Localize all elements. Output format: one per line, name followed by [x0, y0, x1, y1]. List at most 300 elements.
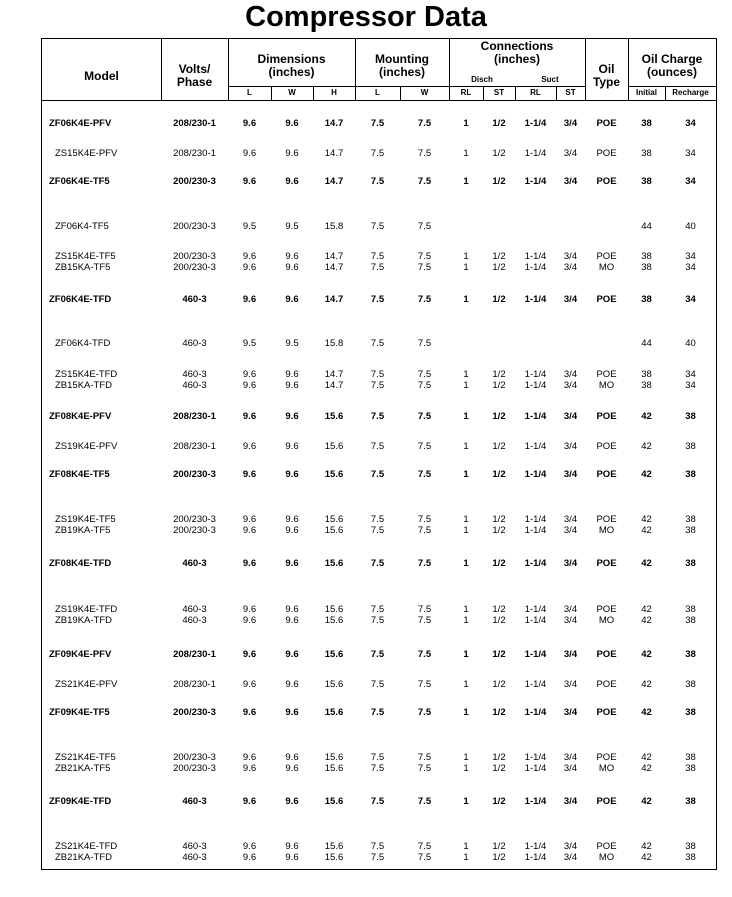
cell-l: 9.5 — [242, 221, 257, 232]
cell-sst: 3/4 — [563, 707, 578, 718]
cell-srl: 1-1/4 — [524, 615, 547, 626]
cell-dst: 1/2 — [492, 469, 506, 480]
cell-oil: MO — [598, 763, 615, 774]
cell-sst: 3/4 — [563, 294, 578, 305]
cell-srl: 1-1/4 — [524, 262, 547, 273]
cell-l: 9.6 — [242, 679, 257, 690]
cell-sst: 3/4 — [563, 262, 578, 273]
cell-oil: POE — [596, 148, 617, 159]
cell-init: 44 — [641, 221, 652, 232]
cell-volts: 460-3 — [182, 338, 207, 349]
cell-oil: POE — [596, 251, 617, 262]
cell-init: 42 — [641, 763, 652, 774]
cell-dst: 1/2 — [492, 558, 506, 569]
cell-rech: 38 — [685, 615, 696, 626]
cell-drl: 1 — [463, 380, 469, 391]
cell-model: ZS21K4E-TFD — [55, 841, 118, 852]
header-dim-l: L — [247, 88, 252, 97]
cell-drl: 1 — [463, 514, 469, 525]
cell-srl: 1-1/4 — [524, 251, 547, 262]
cell-h: 15.6 — [324, 752, 344, 763]
cell-oil: POE — [596, 176, 617, 187]
cell-model: ZB21KA-TFD — [55, 852, 113, 863]
cell-h: 14.7 — [324, 294, 344, 305]
cell-model: ZB19KA-TFD — [55, 615, 113, 626]
cell-volts: 200/230-3 — [173, 525, 216, 536]
cell-mw: 7.5 — [417, 294, 432, 305]
cell-mw: 7.5 — [417, 369, 432, 380]
cell-oil: MO — [598, 615, 615, 626]
cell-drl: 1 — [463, 176, 469, 187]
cell-drl: 1 — [463, 294, 469, 305]
cell-dst: 1/2 — [492, 380, 506, 391]
cell-l: 9.6 — [242, 262, 257, 273]
cell-w: 9.6 — [285, 411, 299, 422]
cell-mw: 7.5 — [417, 604, 432, 615]
cell-oil: POE — [596, 796, 617, 807]
cell-rech: 38 — [685, 411, 696, 422]
cell-volts: 208/230-1 — [173, 679, 216, 690]
cell-oil: POE — [596, 514, 617, 525]
cell-drl: 1 — [463, 679, 469, 690]
cell-rech: 38 — [685, 752, 696, 763]
cell-init: 42 — [641, 558, 652, 569]
cell-drl: 1 — [463, 469, 469, 480]
cell-volts: 208/230-1 — [173, 411, 216, 422]
cell-dst: 1/2 — [492, 752, 506, 763]
cell-ml: 7.5 — [370, 369, 385, 380]
cell-ml: 7.5 — [370, 763, 385, 774]
cell-oil: POE — [596, 411, 617, 422]
cell-sst: 3/4 — [563, 148, 578, 159]
cell-l: 9.6 — [242, 148, 257, 159]
cell-oil: POE — [596, 369, 617, 380]
cell-h: 15.6 — [324, 796, 344, 807]
cell-w: 9.6 — [285, 469, 299, 480]
cell-l: 9.6 — [242, 707, 257, 718]
cell-model: ZF06K4E-TF5 — [49, 176, 110, 187]
cell-h: 15.6 — [324, 679, 344, 690]
cell-mw: 7.5 — [417, 649, 432, 660]
cell-w: 9.6 — [285, 679, 299, 690]
cell-w: 9.6 — [285, 558, 299, 569]
header-oil-type: Oil Type — [592, 62, 621, 89]
cell-dst: 1/2 — [492, 411, 506, 422]
cell-l: 9.6 — [242, 411, 257, 422]
cell-w: 9.6 — [285, 441, 299, 452]
cell-oil: POE — [596, 469, 617, 480]
cell-init: 42 — [641, 752, 652, 763]
cell-ml: 7.5 — [370, 441, 385, 452]
cell-dst: 1/2 — [492, 514, 506, 525]
cell-w: 9.6 — [285, 148, 299, 159]
cell-mw: 7.5 — [417, 176, 432, 187]
cell-rech: 38 — [685, 514, 696, 525]
cell-dst: 1/2 — [492, 294, 506, 305]
cell-model: ZS15K4E-TFD — [55, 369, 118, 380]
cell-l: 9.6 — [242, 369, 257, 380]
cell-l: 9.6 — [242, 525, 257, 536]
cell-dst: 1/2 — [492, 763, 506, 774]
cell-drl: 1 — [463, 558, 469, 569]
cell-dst: 1/2 — [492, 604, 506, 615]
cell-dst: 1/2 — [492, 369, 506, 380]
cell-drl: 1 — [463, 441, 469, 452]
cell-srl: 1-1/4 — [524, 525, 547, 536]
cell-srl: 1-1/4 — [524, 514, 547, 525]
cell-sst: 3/4 — [563, 469, 578, 480]
cell-volts: 460-3 — [182, 615, 207, 626]
cell-sst: 3/4 — [563, 411, 578, 422]
cell-srl: 1-1/4 — [524, 369, 547, 380]
cell-l: 9.6 — [242, 604, 257, 615]
cell-volts: 460-3 — [182, 294, 207, 305]
cell-init: 42 — [641, 852, 652, 863]
cell-oil: POE — [596, 679, 617, 690]
cell-mw: 7.5 — [417, 338, 432, 349]
cell-l: 9.6 — [242, 294, 257, 305]
cell-sst: 3/4 — [563, 604, 578, 615]
cell-oil: MO — [598, 262, 615, 273]
cell-drl: 1 — [463, 615, 469, 626]
cell-ml: 7.5 — [370, 380, 385, 391]
cell-sst: 3/4 — [563, 796, 578, 807]
cell-sst: 3/4 — [563, 558, 578, 569]
cell-drl: 1 — [463, 707, 469, 718]
cell-drl: 1 — [463, 148, 469, 159]
cell-rech: 40 — [685, 338, 696, 349]
cell-l: 9.6 — [242, 380, 257, 391]
cell-mw: 7.5 — [417, 380, 432, 391]
cell-h: 14.7 — [324, 118, 344, 129]
cell-ml: 7.5 — [370, 615, 385, 626]
cell-oil: POE — [596, 841, 617, 852]
cell-ml: 7.5 — [370, 707, 385, 718]
cell-rech: 34 — [685, 262, 696, 273]
cell-drl: 1 — [463, 796, 469, 807]
cell-dst: 1/2 — [492, 525, 506, 536]
cell-drl: 1 — [463, 118, 469, 129]
cell-l: 9.6 — [242, 558, 257, 569]
cell-sst: 3/4 — [563, 852, 578, 863]
cell-w: 9.6 — [285, 262, 299, 273]
cell-rech: 38 — [685, 649, 696, 660]
header-disch-rl: RL — [460, 88, 472, 97]
cell-volts: 200/230-3 — [173, 251, 216, 262]
cell-drl: 1 — [463, 369, 469, 380]
cell-h: 14.7 — [324, 176, 344, 187]
cell-volts: 200/230-3 — [173, 176, 216, 187]
cell-rech: 38 — [685, 841, 696, 852]
cell-mw: 7.5 — [417, 441, 432, 452]
cell-sst: 3/4 — [563, 649, 578, 660]
cell-w: 9.6 — [285, 369, 299, 380]
cell-model: ZS21K4E-TF5 — [55, 752, 116, 763]
cell-h: 14.7 — [324, 148, 344, 159]
cell-model: ZB21KA-TF5 — [55, 763, 111, 774]
cell-rech: 38 — [685, 525, 696, 536]
cell-oil: MO — [598, 852, 615, 863]
cell-h: 15.6 — [324, 841, 344, 852]
cell-srl: 1-1/4 — [524, 852, 547, 863]
compressor-data-table — [41, 38, 717, 870]
cell-volts: 208/230-1 — [173, 441, 216, 452]
cell-drl: 1 — [463, 763, 469, 774]
cell-l: 9.6 — [242, 649, 257, 660]
cell-mw: 7.5 — [417, 796, 432, 807]
cell-l: 9.6 — [242, 796, 257, 807]
cell-h: 15.6 — [324, 441, 344, 452]
header-suct-rl: RL — [530, 88, 541, 97]
cell-ml: 7.5 — [370, 294, 385, 305]
cell-h: 14.7 — [324, 380, 344, 391]
cell-model: ZF08K4E-TF5 — [49, 469, 110, 480]
cell-volts: 200/230-3 — [173, 469, 216, 480]
cell-sst: 3/4 — [563, 763, 578, 774]
cell-srl: 1-1/4 — [524, 294, 547, 305]
cell-mw: 7.5 — [417, 221, 432, 232]
cell-w: 9.6 — [285, 514, 299, 525]
cell-drl: 1 — [463, 525, 469, 536]
cell-oil: POE — [596, 649, 617, 660]
cell-oil: POE — [596, 294, 617, 305]
header-oil-charge: Oil Charge (ounces) — [641, 52, 703, 79]
connections-subrule — [449, 86, 585, 87]
cell-init: 42 — [641, 707, 652, 718]
cell-ml: 7.5 — [370, 649, 385, 660]
cell-drl: 1 — [463, 251, 469, 262]
cell-h: 14.7 — [324, 262, 344, 273]
cell-srl: 1-1/4 — [524, 118, 547, 129]
cell-ml: 7.5 — [370, 604, 385, 615]
cell-ml: 7.5 — [370, 338, 385, 349]
cell-dst: 1/2 — [492, 679, 506, 690]
cell-init: 38 — [641, 148, 652, 159]
cell-dst: 1/2 — [492, 441, 506, 452]
cell-dst: 1/2 — [492, 841, 506, 852]
cell-ml: 7.5 — [370, 525, 385, 536]
cell-init: 38 — [641, 262, 652, 273]
cell-oil: MO — [598, 380, 615, 391]
cell-init: 42 — [641, 525, 652, 536]
cell-sst: 3/4 — [563, 679, 578, 690]
cell-ml: 7.5 — [370, 176, 385, 187]
cell-model: ZB19KA-TF5 — [55, 525, 111, 536]
cell-srl: 1-1/4 — [524, 841, 547, 852]
cell-rech: 34 — [685, 148, 696, 159]
cell-model: ZF09K4E-TF5 — [49, 707, 110, 718]
cell-init: 38 — [641, 369, 652, 380]
cell-rech: 34 — [685, 380, 696, 391]
cell-init: 42 — [641, 841, 652, 852]
cell-model: ZB15KA-TFD — [55, 380, 113, 391]
cell-rech: 40 — [685, 221, 696, 232]
cell-mw: 7.5 — [417, 615, 432, 626]
cell-oil: POE — [596, 441, 617, 452]
cell-srl: 1-1/4 — [524, 148, 547, 159]
header-model: Model — [84, 69, 119, 83]
cell-volts: 208/230-1 — [173, 148, 216, 159]
cell-init: 42 — [641, 796, 652, 807]
cell-model: ZS19K4E-PFV — [55, 441, 118, 452]
cell-mw: 7.5 — [417, 411, 432, 422]
header-mounting: Mounting (inches) — [375, 52, 429, 79]
cell-h: 15.6 — [324, 763, 344, 774]
cell-dst: 1/2 — [492, 707, 506, 718]
cell-w: 9.6 — [285, 841, 299, 852]
cell-volts: 200/230-3 — [173, 752, 216, 763]
cell-model: ZF09K4E-PFV — [49, 649, 112, 660]
cell-srl: 1-1/4 — [524, 380, 547, 391]
cell-mw: 7.5 — [417, 763, 432, 774]
cell-w: 9.6 — [285, 604, 299, 615]
cell-mw: 7.5 — [417, 251, 432, 262]
cell-model: ZS15K4E-PFV — [55, 148, 118, 159]
cell-dst: 1/2 — [492, 796, 506, 807]
cell-volts: 460-3 — [182, 369, 207, 380]
cell-init: 42 — [641, 514, 652, 525]
cell-ml: 7.5 — [370, 262, 385, 273]
cell-w: 9.6 — [285, 852, 299, 863]
cell-w: 9.6 — [285, 707, 299, 718]
cell-mw: 7.5 — [417, 841, 432, 852]
cell-h: 14.7 — [324, 369, 344, 380]
cell-volts: 200/230-3 — [173, 763, 216, 774]
cell-srl: 1-1/4 — [524, 469, 547, 480]
cell-w: 9.6 — [285, 176, 299, 187]
cell-l: 9.6 — [242, 852, 257, 863]
cell-dst: 1/2 — [492, 251, 506, 262]
cell-l: 9.6 — [242, 251, 257, 262]
cell-ml: 7.5 — [370, 251, 385, 262]
cell-model: ZF06K4-TFD — [55, 338, 111, 349]
cell-sst: 3/4 — [563, 176, 578, 187]
cell-srl: 1-1/4 — [524, 752, 547, 763]
cell-volts: 200/230-3 — [173, 221, 216, 232]
cell-srl: 1-1/4 — [524, 176, 547, 187]
cell-mw: 7.5 — [417, 679, 432, 690]
cell-rech: 34 — [685, 118, 696, 129]
cell-srl: 1-1/4 — [524, 707, 547, 718]
cell-mw: 7.5 — [417, 469, 432, 480]
cell-volts: 200/230-3 — [173, 262, 216, 273]
cell-ml: 7.5 — [370, 841, 385, 852]
cell-model: ZS19K4E-TF5 — [55, 514, 116, 525]
cell-init: 42 — [641, 649, 652, 660]
cell-sst: 3/4 — [563, 514, 578, 525]
cell-mw: 7.5 — [417, 148, 432, 159]
cell-volts: 208/230-1 — [173, 649, 216, 660]
cell-sst: 3/4 — [563, 841, 578, 852]
cell-rech: 34 — [685, 251, 696, 262]
cell-oil: POE — [596, 752, 617, 763]
cell-sst: 3/4 — [563, 752, 578, 763]
cell-model: ZF08K4E-PFV — [49, 411, 112, 422]
cell-w: 9.6 — [285, 294, 299, 305]
cell-ml: 7.5 — [370, 411, 385, 422]
cell-volts: 460-3 — [182, 841, 207, 852]
header-volts-phase: Volts/ Phase — [176, 62, 213, 89]
cell-l: 9.6 — [242, 615, 257, 626]
cell-oil: POE — [596, 558, 617, 569]
cell-volts: 460-3 — [182, 852, 207, 863]
cell-w: 9.5 — [285, 221, 299, 232]
cell-l: 9.5 — [242, 338, 257, 349]
cell-rech: 38 — [685, 469, 696, 480]
cell-init: 42 — [641, 679, 652, 690]
header-initial: Initial — [636, 88, 657, 97]
cell-drl: 1 — [463, 852, 469, 863]
cell-volts: 200/230-3 — [173, 514, 216, 525]
cell-dst: 1/2 — [492, 852, 506, 863]
header-recharge: Recharge — [672, 88, 709, 97]
cell-drl: 1 — [463, 841, 469, 852]
cell-model: ZF06K4E-TFD — [49, 294, 112, 305]
cell-ml: 7.5 — [370, 118, 385, 129]
cell-init: 38 — [641, 118, 652, 129]
cell-ml: 7.5 — [370, 148, 385, 159]
cell-w: 9.6 — [285, 796, 299, 807]
cell-sst: 3/4 — [563, 251, 578, 262]
cell-mw: 7.5 — [417, 707, 432, 718]
cell-init: 42 — [641, 615, 652, 626]
cell-oil: POE — [596, 118, 617, 129]
cell-rech: 38 — [685, 707, 696, 718]
cell-sst: 3/4 — [563, 525, 578, 536]
cell-drl: 1 — [463, 604, 469, 615]
cell-w: 9.6 — [285, 525, 299, 536]
cell-rech: 38 — [685, 763, 696, 774]
cell-model: ZB15KA-TF5 — [55, 262, 111, 273]
cell-volts: 460-3 — [182, 558, 207, 569]
cell-l: 9.6 — [242, 118, 257, 129]
cell-mw: 7.5 — [417, 118, 432, 129]
cell-h: 15.6 — [324, 411, 344, 422]
header-dimensions: Dimensions (inches) — [257, 52, 326, 79]
cell-rech: 38 — [685, 441, 696, 452]
cell-sst: 3/4 — [563, 118, 578, 129]
cell-model: ZF09K4E-TFD — [49, 796, 112, 807]
cell-ml: 7.5 — [370, 852, 385, 863]
cell-ml: 7.5 — [370, 679, 385, 690]
cell-volts: 460-3 — [182, 380, 207, 391]
cell-w: 9.6 — [285, 118, 299, 129]
cell-h: 15.6 — [324, 615, 344, 626]
cell-dst: 1/2 — [492, 649, 506, 660]
cell-rech: 34 — [685, 294, 696, 305]
cell-volts: 208/230-1 — [173, 118, 216, 129]
cell-ml: 7.5 — [370, 469, 385, 480]
cell-ml: 7.5 — [370, 221, 385, 232]
cell-sst: 3/4 — [563, 615, 578, 626]
cell-oil: POE — [596, 707, 617, 718]
cell-srl: 1-1/4 — [524, 679, 547, 690]
header-mount-w: W — [420, 88, 429, 97]
cell-dst: 1/2 — [492, 148, 506, 159]
oil-charge-subrule — [628, 86, 716, 87]
cell-w: 9.5 — [285, 338, 299, 349]
header-suct-st: ST — [565, 88, 576, 97]
cell-w: 9.6 — [285, 649, 299, 660]
cell-rech: 34 — [685, 369, 696, 380]
cell-l: 9.6 — [242, 752, 257, 763]
cell-init: 42 — [641, 604, 652, 615]
cell-model: ZS19K4E-TFD — [55, 604, 118, 615]
cell-mw: 7.5 — [417, 514, 432, 525]
cell-h: 15.6 — [324, 604, 344, 615]
cell-srl: 1-1/4 — [524, 411, 547, 422]
cell-ml: 7.5 — [370, 558, 385, 569]
